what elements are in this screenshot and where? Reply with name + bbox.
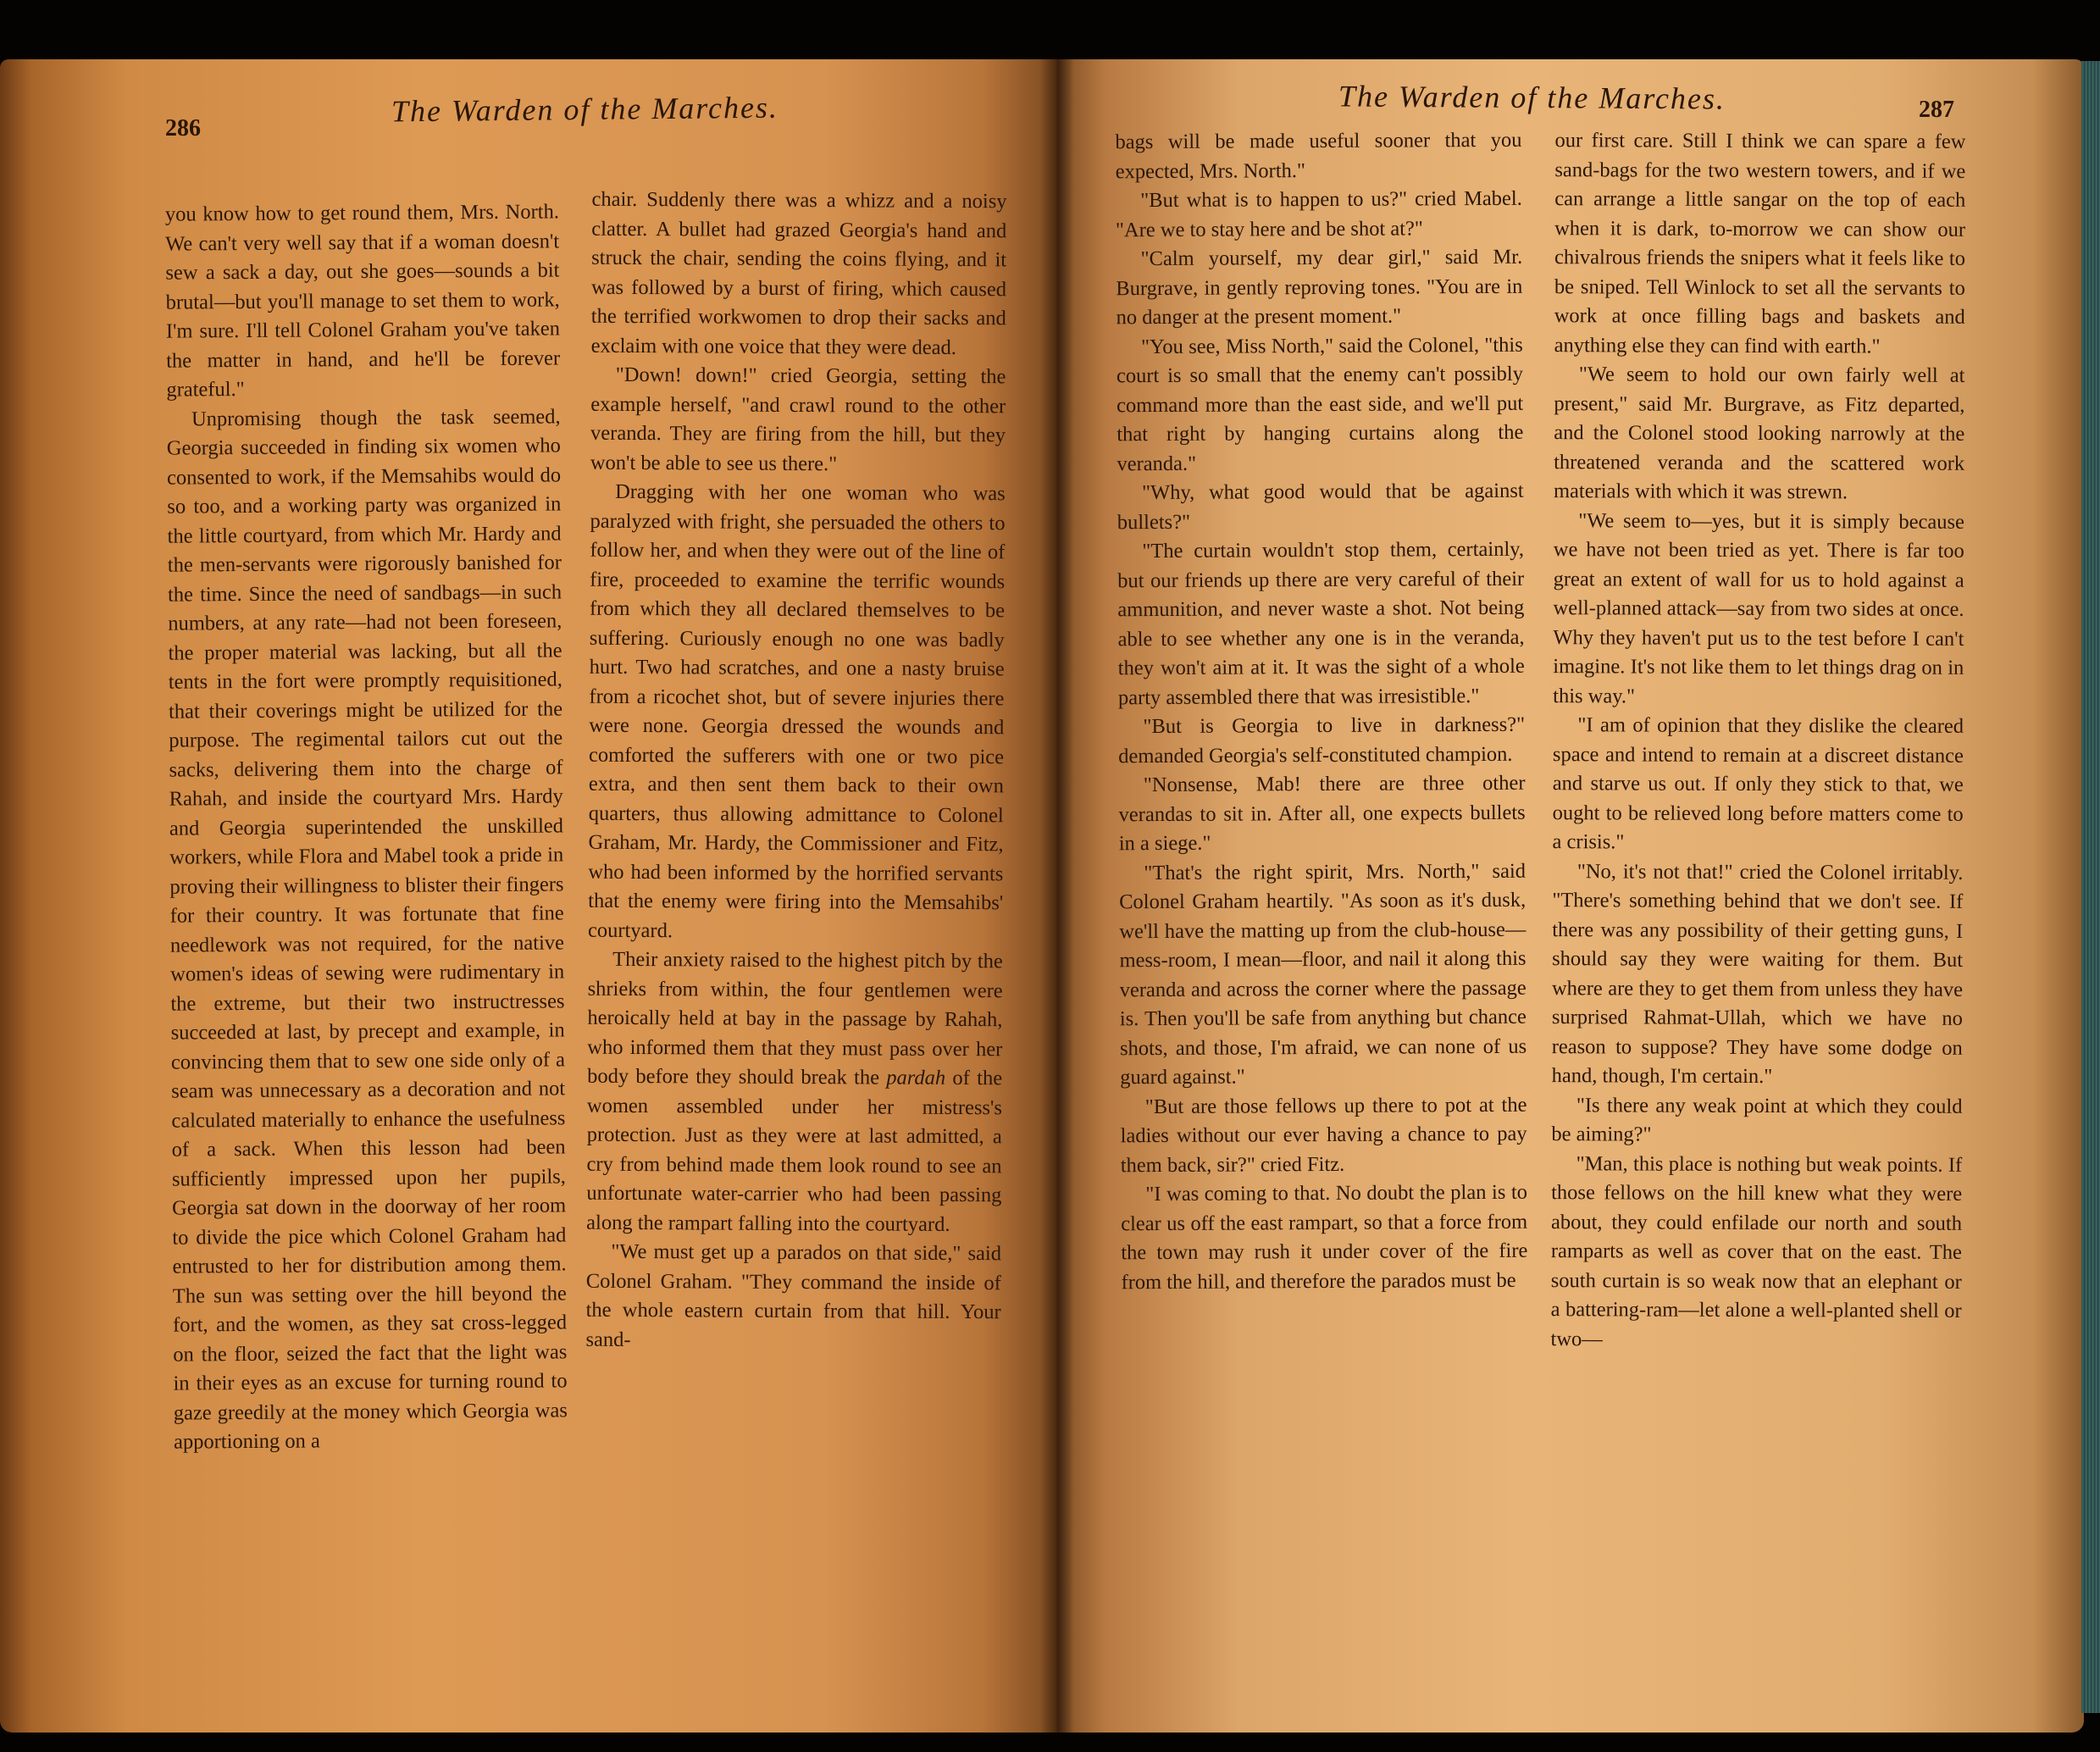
paragraph: "We seem to—yes, but it is simply because we have not been tried as yet. There is far too great an extent of wall for us to hold against a well-planned attack—say from two sides at once. Why they haven't put us to the test before I can't imagine. It's not like them to let things drag on in this way." [1553,508,1964,707]
page-edges [2081,61,2100,1713]
right-page-column-2 [1550,126,1965,1356]
paragraph: Dragging with her one woman who was paralyzed with fright, she persuaded the others to follow her, and when they were out of the line of fire, proceeded to examine the terrific wounds from which they all declared themselves to be suffering. Curiously enough no one was badly hurt. Two had scratches, and one a nasty bruise from a ricochet shot, but of severe injuries there were none. Georgia dressed the wounds and comforted the sufferers with one or two pice extra, and then sent them back to their own quarters, thus allowing admittance to Colonel Graham, Mr. Hardy, the Commissioner and Fitz, who had been informed by the horrified servants that the enemy were firing into the Memsahibs' courtyard. [587,480,1006,942]
left-page-column-2 [585,186,1006,1357]
paragraph: "We seem to hold our own fairly well at present," said Mr. Burgrave, as Fitz departed, and the Colonel stood looking narrowly at the threatened veranda and the scattered work materials with which it was strewn. [1553,363,1965,504]
paragraph-text: of the women assembled under her mistress's protection. Just as they were at last admitted, a cry from behind made them look round to see an unfortunate water-carrier who had been passing along the rampart falling into the courtyard. [586,1066,1003,1236]
paragraph [586,945,1003,1240]
running-head-right: The Warden of the Marches. [1338,79,1726,116]
book-gutter [1040,59,1074,1733]
paragraph: "But are those fellows up there to pot at the ladies without our ever having a chance to pay them back, sir?" cried Fitz. [1120,1093,1527,1177]
right-page-column-1 [1115,126,1527,1297]
paragraph-text: Their anxiety raised to the highest pitch by the shrieks from within, the four gentlemen were heroically held at bay in the passage by Rahah, who informed them that they must pass over her body before they should break the [587,947,1003,1089]
left-page [0,59,1055,1733]
paragraph: bags will be made useful sooner that you expected, Mrs. North." [1115,128,1522,183]
paragraph: "The curtain wouldn't stop them, certainly, but our friends up there are very careful of their ammunition, and never waste a shot. Not being able to see whether any one is in the veranda, they won't aim at it. It was the sight of a whole party assembled there that was irresistible." [1117,537,1525,709]
paragraph: "But what is to happen to us?" cried Mabel. "Are we to stay here and be shot at?" [1115,186,1522,241]
paragraph: "Why, what good would that be against bullets?" [1116,479,1524,534]
paragraph: "Is there any weak point at which they could be aiming?" [1551,1093,1963,1146]
paragraph: Unpromising though the task seemed, Georgia succeeded in finding six women who consented to work, if the Memsahibs would do so too, and a working party was organized in the little courtyard, from which Mr. Hardy and the men-servants were rigorously banished for the time. Since the need of sandbags—in such numbers, at any rate—had not been foreseen, the proper material was lacking, but all the tents in the fort were promptly requisitioned, that their coverings might be utilized for the purpose. The regimental tailors cut out the sacks, delivering them into the charge of Rahah, and inside the courtyard Mrs. Hardy and Georgia superintended the unskilled workers, while Flora and Mabel took a pride in proving their willingness to blister their fingers for their country. It was fortunate that fine needlework was not required, for the native women's ideas of sewing were rudimentary in the extreme, but their two instructresses succeeded at last, by precept and example, in convincing them that to sew one side only of a seam was unnecessary as a decoration and not calculated materially to enhance the usefulness of a sack. When this lesson had been sufficiently impressed upon her pupils, Georgia sat down in the doorway of her room to divide the pice which Colonel Graham had entrusted to her for distribution among them. The sun was setting over the hill beyond the fort, and the women, as they sat cross-legged on the floor, seized the fact that the light was in their eyes as an excuse for turning round to gaze greedily at the money which Georgia was apportioning on a [166,404,568,1454]
paragraph: "But is Georgia to live in darkness?" demanded Georgia's self-constituted champion. [1118,712,1526,768]
paragraph: "Calm yourself, my dear girl," said Mr. Burgrave, in gently reproving tones. "You are in no danger at the present moment." [1116,245,1523,330]
paragraph: "I am of opinion that they dislike the cleared space and intend to remain at a discreet distance and starve us out. If only they stick to that, we ought to be relieved long before matters come to a crisis." [1552,713,1964,854]
paragraph: "No, it's not that!" cried the Colonel irritably. "There's something behind that we don't see. If there was any possibility of their getting guns, I should say they were waiting for them. But where are they to get them from unless they have surprised Rahmat-Ullah, which we have no reason to suppose? They have some dodge on hand, though, I'm certain." [1551,859,1964,1089]
page-number-right: 287 [1919,97,1954,123]
running-head-left: The Warden of the Marches. [391,90,779,129]
page-number-left: 286 [165,115,201,141]
paragraph: "I was coming to that. No doubt the plan is to clear us off the east rampart, so that a force from the town may rush it under cover of the fire from the hill, and therefore the parados must be [1121,1180,1528,1294]
right-page [1055,59,2084,1733]
paragraph: "Man, this place is nothing but weak points. If those fellows on the hill knew what they were about, they could enfilade our north and south ramparts as well as cover that on the east. The south curtain is so weak now that an elephant or a battering-ram—let alone a well-planted shell or two— [1550,1151,1963,1350]
paragraph: "Nonsense, Mab! there are three other verandas to sit in. After all, one expects bullets in a siege." [1118,771,1526,856]
paragraph: "That's the right spirit, Mrs. North," said Colonel Graham heartily. "As soon as it's dusk, we'll have the matting up from the club-house—mess-room, I mean—floor, and nail it along this veranda and across the corner where the passage is. Then you'll be safe from anything but chance shots, and those, I'm afraid, we can none of us guard against." [1119,859,1527,1089]
emphasized-word: pardah [886,1066,946,1089]
paragraph: you know how to get round them, Mrs. North. We can't very well say that if a woman doesn't sew a sack a day, out she goes—sounds a bit brutal—but you'll manage to set them to work, I'm sure. I'll tell Colonel Graham you've taken the matter in hand, and he'll be forever grateful." [164,200,561,402]
paragraph: chair. Suddenly there was a whizz and a noisy clatter. A bullet had grazed Georgia's hand and struck the chair, sending the coins flying, and it was followed by a burst of firing, which caused the terrified workwomen to drop their sacks and exclaim with one voice that they were dead. [590,187,1007,359]
paragraph: "Down! down!" cried Georgia, setting the example herself, "and crawl round to the other veranda. They are firing from the hill, but they won't be able to see us there." [590,363,1006,475]
left-page-column-1 [165,197,568,1457]
paragraph: "We must get up a parados on that side," said Colonel Graham. "They command the inside of the whole eastern curtain from that hill. Your sand- [585,1239,1002,1351]
paragraph: our first care. Still I think we can spare a few sand-bags for the two western towers, and if we can arrange a little sangar on the top of each when it is dark, to-morrow we can show our chivalrous friends the snipers what it feels like to be sniped. Tell Winlock to set all the servants to work at once filling bags and baskets and anything else they can find with earth." [1554,129,1966,358]
paragraph: "You see, Miss North," said the Colonel, "this court is so small that the enemy can't possibly command more than the east side, and we'll put that right by hanging curtains along the veranda." [1116,333,1524,475]
